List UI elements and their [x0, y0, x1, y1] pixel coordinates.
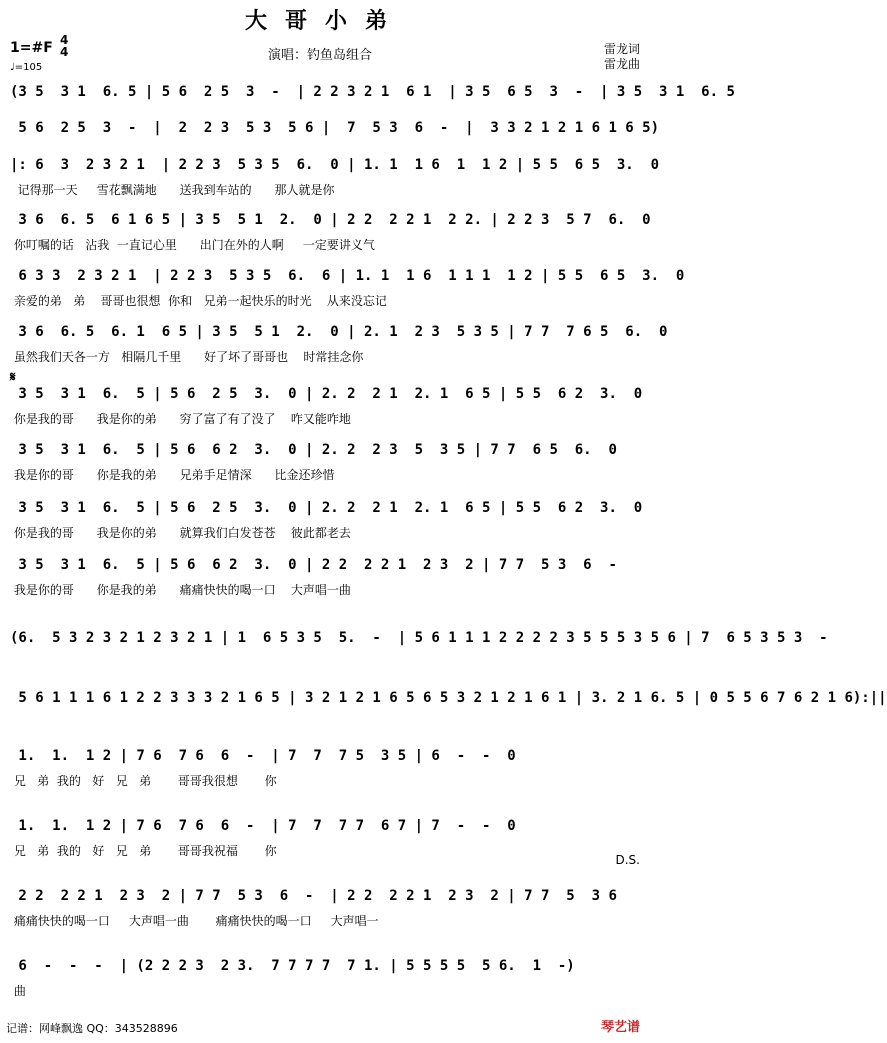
notes-line: 2 2 2 2 1 2 3 2 | 7 7 5 3 6 - | 2 2 2 2 1 2 3 2 | 7 7 5 3 6	[10, 888, 617, 904]
time-sig-top: 4	[60, 33, 69, 47]
notes-line: 6 - - - | (2 2 2 3 2 3. 7 7 7 7 7 1. | 5 5 5 5 5 6. 1 -)	[10, 958, 575, 974]
lyric-line: 我是你的哥 你是我的弟 兄弟手足情深 比金还珍惜	[10, 468, 335, 482]
lyric-line: 曲	[10, 984, 26, 998]
lyricist-credit: 雷龙词	[603, 42, 640, 56]
notes-line: 3 5 3 1 6. 5 | 5 6 6 2 3. 0 | 2. 2 2 3 5 3 5 | 7 7 6 5 6. 0	[10, 442, 617, 458]
score-row	[10, 500, 643, 540]
lyric-line	[10, 654, 640, 672]
notes-line: 3 6 6. 5 6 1 6 5 | 3 5 5 1 2. 0 | 2 2 2 2 1 2 2. | 2 2 3 5 7 6. 0	[10, 212, 651, 228]
lyric-line: 亲爱的弟 弟 哥哥也很想 你和 兄弟一起快乐的时光 从来没忘记	[10, 294, 387, 308]
lyric-line: 你叮嘱的话 沾我 一直记心里 出门在外的人啊 一定要讲义气	[10, 238, 375, 252]
score-row	[10, 818, 640, 858]
composer-credit: 雷龙曲	[603, 57, 640, 71]
score-row	[10, 888, 640, 928]
key-signature: 1=#F	[10, 40, 53, 56]
score-row	[10, 748, 640, 788]
score-row	[10, 557, 640, 597]
notes-line: 3 5 3 1 6. 5 | 5 6 6 2 3. 0 | 2 2 2 2 1 2 3 2 | 7 7 5 3 6 -	[10, 557, 617, 573]
lyric-line: 痛痛快快的喝一口 大声唱一曲 痛痛快快的喝一口 大声唱一	[10, 914, 379, 928]
score-row	[10, 120, 660, 150]
score-row	[10, 84, 735, 114]
lyric-line: 你是我的哥 我是你的弟 穷了富了有了没了 咋又能咋地	[10, 412, 351, 426]
score-row	[10, 690, 887, 720]
lyric-line: 兄 弟 我的 好 兄 弟 哥哥我祝福 你	[10, 844, 277, 858]
score-row	[10, 212, 651, 252]
lyric-line: 我是你的哥 你是我的弟 痛痛快快的喝一口 大声唱一曲	[10, 583, 351, 597]
time-signature	[60, 34, 68, 58]
notes-line: 3 6 6. 5 6. 1 6 5 | 3 5 5 1 2. 0 | 2. 1 2 3 5 3 5 | 7 7 7 6 5 6. 0	[10, 324, 668, 340]
notes-line: 3 5 3 1 6. 5 | 5 6 2 5 3. 0 | 2. 2 2 1 2. 1 6 5 | 5 5 6 2 3. 0	[10, 386, 643, 402]
score-row	[10, 157, 660, 197]
notes-line: 5 6 1 1 1 6 1 2 2 3 3 3 2 1 6 5 | 3 2 1 2 1 6 5 6 5 3 2 1 2 1 6 1 | 3. 2 1 6. 5 | 0 5 5 6 7 6 2 1 6):||	[10, 690, 887, 706]
notes-line: |: 6 3 2 3 2 1 | 2 2 3 5 3 5 6. 0 | 1. 1 1 6 1 1 2 | 5 5 6 5 3. 0	[10, 157, 660, 173]
score-row	[10, 958, 640, 998]
lyric-line: 虽然我们天各一方 相隔几千里 好了坏了哥哥也 时常挂念你	[10, 350, 364, 364]
notes-line: 1. 1. 1 2 | 7 6 7 6 6 - | 7 7 7 5 3 5 | 6 - - 0	[10, 748, 516, 764]
site-logo: 琴艺谱	[600, 1020, 640, 1035]
notes-line: 5 6 2 5 3 - | 2 2 3 5 3 5 6 | 7 5 3 6 - | 3 3 2 1 2 1 6 1 6 5)	[10, 120, 660, 136]
transcriber-credit: 记谱：网峰飘逸 QQ：343528896	[6, 1022, 178, 1035]
notes-line: (6. 5 3 2 3 2 1 2 3 2 1 | 1 6 5 3 5 5. - | 5 6 1 1 1 2 2 2 2 3 5 5 5 3 5 6 | 7 6 5 3 5 3 -	[10, 630, 828, 646]
lyric-line: 兄 弟 我的 好 兄 弟 哥哥我很想 你	[10, 774, 277, 788]
lyric-line	[10, 714, 640, 732]
score-row	[10, 268, 685, 308]
page-title: 大哥小弟	[244, 9, 405, 34]
lyric-line: 记得那一天 雪花飘满地 送我到车站的 那人就是你	[10, 183, 335, 197]
lyric-line: 你是我的哥 我是你的弟 就算我们白发苍苍 彼此都老去	[10, 526, 351, 540]
score-row	[10, 442, 640, 482]
notes-line: 6 3 3 2 3 2 1 | 2 2 3 5 3 5 6. 6 | 1. 1 1 6 1 1 1 1 2 | 5 5 6 5 3. 0	[10, 268, 685, 284]
notes-line: (3 5 3 1 6. 5 | 5 6 2 5 3 - | 2 2 3 2 1 6 1 | 3 5 6 5 3 - | 3 5 3 1 6. 5	[10, 84, 735, 100]
notes-line: 1. 1. 1 2 | 7 6 7 6 6 - | 7 7 7 7 6 7 | 7 - - 0	[10, 818, 516, 834]
ds-mark: D.S.	[615, 853, 640, 867]
notes-line: 3 5 3 1 6. 5 | 5 6 2 5 3. 0 | 2. 2 2 1 2. 1 6 5 | 5 5 6 2 3. 0	[10, 500, 643, 516]
score-row	[10, 386, 643, 426]
segno-mark: 𝄋	[10, 370, 16, 385]
score-row	[10, 324, 668, 364]
tempo-mark: ♩=105	[10, 62, 43, 73]
score-row	[10, 630, 828, 660]
singer-credit: 演唱：钓鱼岛组合	[268, 48, 373, 63]
time-sig-bottom: 4	[60, 45, 69, 59]
